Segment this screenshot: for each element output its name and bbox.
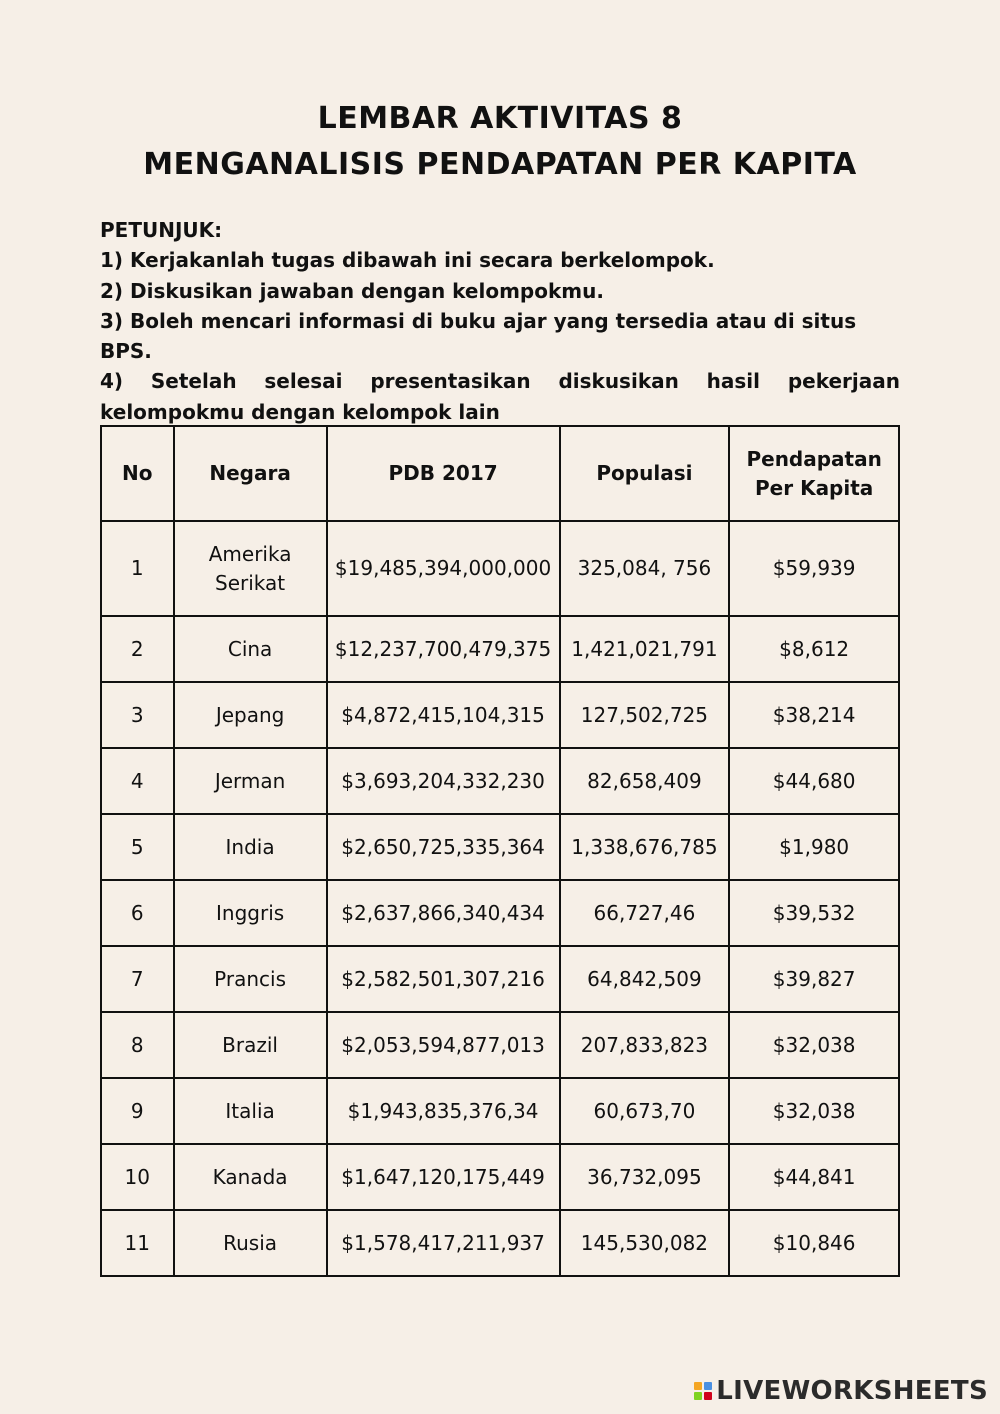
instructions-block bbox=[100, 215, 900, 427]
cell-populasi: 36,732,095 bbox=[560, 1144, 730, 1210]
cell-pendapatan: $59,939 bbox=[729, 521, 899, 616]
gdp-table bbox=[100, 425, 900, 1277]
cell-pdb: $4,872,415,104,315 bbox=[327, 682, 560, 748]
cell-populasi: 145,530,082 bbox=[560, 1210, 730, 1276]
cell-populasi: 325,084, 756 bbox=[560, 521, 730, 616]
cell-populasi: 60,673,70 bbox=[560, 1078, 730, 1144]
cell-negara: Rusia bbox=[174, 1210, 327, 1276]
table-row bbox=[101, 1144, 899, 1210]
table-body bbox=[101, 521, 899, 1276]
table-row bbox=[101, 1078, 899, 1144]
page-title-line-1: LEMBAR AKTIVITAS 8 bbox=[317, 101, 683, 136]
cell-pendapatan: $32,038 bbox=[729, 1012, 899, 1078]
cell-pdb: $1,943,835,376,34 bbox=[327, 1078, 560, 1144]
cell-negara: Kanada bbox=[174, 1144, 327, 1210]
cell-pendapatan: $39,532 bbox=[729, 880, 899, 946]
cell-pdb: $1,647,120,175,449 bbox=[327, 1144, 560, 1210]
instruction-item-1: 1) Kerjakanlah tugas dibawah ini secara berkelompok. bbox=[100, 248, 715, 273]
cell-pendapatan: $39,827 bbox=[729, 946, 899, 1012]
cell-pdb: $2,053,594,877,013 bbox=[327, 1012, 560, 1078]
instruction-item-4: 4) Setelah selesai presentasikan diskusikan hasil pekerjaan kelompokmu dengan kelompok lain bbox=[100, 369, 900, 424]
cell-pendapatan: $32,038 bbox=[729, 1078, 899, 1144]
cell-negara: Brazil bbox=[174, 1012, 327, 1078]
cell-pendapatan: $8,612 bbox=[729, 616, 899, 682]
table-row bbox=[101, 682, 899, 748]
cell-populasi: 82,658,409 bbox=[560, 748, 730, 814]
cell-pdb: $12,237,700,479,375 bbox=[327, 616, 560, 682]
cell-no: 6 bbox=[101, 880, 174, 946]
cell-pendapatan: $10,846 bbox=[729, 1210, 899, 1276]
instructions-heading: PETUNJUK: bbox=[100, 218, 223, 242]
instruction-item-3: 3) Boleh mencari informasi di buku ajar yang tersedia atau di situs BPS. bbox=[100, 308, 857, 364]
table-row bbox=[101, 880, 899, 946]
instruction-item-2: 2) Diskusikan jawaban dengan kelompokmu. bbox=[100, 278, 604, 303]
cell-populasi: 1,421,021,791 bbox=[560, 616, 730, 682]
cell-no: 3 bbox=[101, 682, 174, 748]
cell-no: 5 bbox=[101, 814, 174, 880]
cell-negara: Inggris bbox=[174, 880, 327, 946]
header-pdb-2017: PDB 2017 bbox=[327, 426, 560, 521]
cell-pdb: $2,582,501,307,216 bbox=[327, 946, 560, 1012]
cell-populasi: 66,727,46 bbox=[560, 880, 730, 946]
cell-no: 1 bbox=[101, 521, 174, 616]
cell-no: 4 bbox=[101, 748, 174, 814]
cell-pdb: $3,693,204,332,230 bbox=[327, 748, 560, 814]
table-row bbox=[101, 946, 899, 1012]
cell-no: 10 bbox=[101, 1144, 174, 1210]
cell-pendapatan: $44,841 bbox=[729, 1144, 899, 1210]
table-row bbox=[101, 1012, 899, 1078]
cell-pdb: $19,485,394,000,000 bbox=[327, 521, 560, 616]
cell-no: 11 bbox=[101, 1210, 174, 1276]
cell-negara: Jepang bbox=[174, 682, 327, 748]
cell-populasi: 127,502,725 bbox=[560, 682, 730, 748]
table-row bbox=[101, 521, 899, 616]
liveworksheets-watermark bbox=[694, 1376, 988, 1406]
cell-pdb: $2,650,725,335,364 bbox=[327, 814, 560, 880]
table-row bbox=[101, 748, 899, 814]
cell-negara: Amerika Serikat bbox=[174, 521, 327, 616]
table-row bbox=[101, 814, 899, 880]
cell-pendapatan: $44,680 bbox=[729, 748, 899, 814]
cell-pdb: $2,637,866,340,434 bbox=[327, 880, 560, 946]
cell-no: 2 bbox=[101, 616, 174, 682]
cell-no: 8 bbox=[101, 1012, 174, 1078]
cell-populasi: 1,338,676,785 bbox=[560, 814, 730, 880]
table-row bbox=[101, 616, 899, 682]
watermark-text: LIVEWORKSHEETS bbox=[716, 1376, 988, 1406]
cell-no: 9 bbox=[101, 1078, 174, 1144]
cell-negara: Jerman bbox=[174, 748, 327, 814]
header-no: No bbox=[101, 426, 174, 521]
cell-pdb: $1,578,417,211,937 bbox=[327, 1210, 560, 1276]
header-negara: Negara bbox=[174, 426, 327, 521]
table-header-row bbox=[101, 426, 899, 521]
cell-negara: Italia bbox=[174, 1078, 327, 1144]
cell-no: 7 bbox=[101, 946, 174, 1012]
cell-negara: India bbox=[174, 814, 327, 880]
cell-negara: Prancis bbox=[174, 946, 327, 1012]
cell-pendapatan: $1,980 bbox=[729, 814, 899, 880]
table-row bbox=[101, 1210, 899, 1276]
cell-negara: Cina bbox=[174, 616, 327, 682]
cell-pendapatan: $38,214 bbox=[729, 682, 899, 748]
cell-populasi: 64,842,509 bbox=[560, 946, 730, 1012]
header-populasi: Populasi bbox=[560, 426, 730, 521]
header-pendapatan-per-kapita: Pendapatan Per Kapita bbox=[729, 426, 899, 521]
liveworksheets-logo-icon bbox=[694, 1382, 712, 1400]
page-title-line-2: MENGANALISIS PENDAPATAN PER KAPITA bbox=[143, 147, 857, 182]
cell-populasi: 207,833,823 bbox=[560, 1012, 730, 1078]
